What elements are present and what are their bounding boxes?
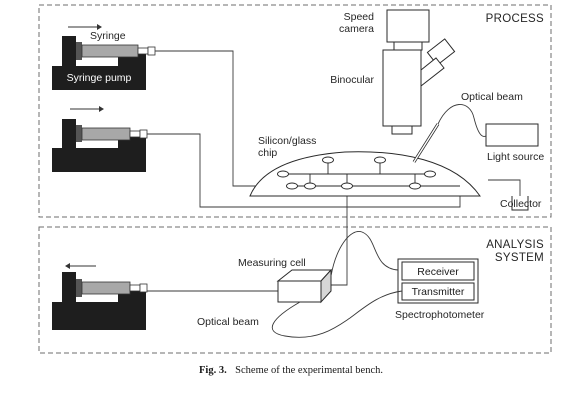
- camera-body: [387, 10, 429, 42]
- pump2-connector: [140, 130, 147, 138]
- chip-well: [287, 183, 298, 189]
- pump3-tip: [130, 285, 140, 291]
- spectrophotometer-label: Spectrophotometer: [395, 309, 485, 321]
- optical-fibre-top: [438, 104, 486, 136]
- syringe-pump-1: [52, 36, 155, 90]
- analysis-title-line2: SYSTEM: [494, 252, 544, 264]
- pump2-arrowhead: [99, 106, 104, 112]
- pump3-plunger: [76, 279, 82, 297]
- pump1-connector: [148, 47, 155, 55]
- measuring-cell: [278, 270, 331, 302]
- pump1-block: [62, 36, 76, 66]
- speed-camera: [387, 10, 429, 50]
- light-source-label: Light source: [487, 151, 545, 163]
- chip-well: [342, 183, 353, 189]
- binocular-objective: [392, 126, 412, 134]
- binocular-label: Binocular: [330, 74, 374, 86]
- speed-camera-label-line1: Speed: [343, 11, 374, 23]
- figure-caption: [199, 360, 383, 377]
- cell-front-face: [278, 281, 321, 302]
- chip-well: [410, 183, 421, 189]
- binocular-tube: [383, 50, 421, 126]
- syringe-pump-3: [52, 272, 147, 330]
- pump1-tip: [138, 48, 148, 54]
- syringe-label: Syringe: [90, 30, 126, 42]
- tube-pump1-to-chip: [155, 51, 283, 186]
- pump2-tip: [130, 131, 140, 137]
- chip-label-line1: Silicon/glass: [258, 135, 317, 147]
- pump3-arrowhead: [65, 263, 70, 269]
- pump3-base: [52, 302, 146, 330]
- chip-well: [305, 183, 316, 189]
- chip-well: [323, 157, 334, 163]
- optical-beam-top-label: Optical beam: [461, 91, 523, 103]
- collector-label: Collector: [500, 198, 542, 210]
- caption-text: Scheme of the experimental bench.: [235, 365, 383, 376]
- process-title: PROCESS: [485, 13, 544, 25]
- chip-well: [375, 157, 386, 163]
- pump2-barrel: [82, 128, 130, 140]
- speed-camera-label-line2: camera: [338, 23, 374, 35]
- fibre-cell-to-receiver: [331, 231, 398, 276]
- transmitter-label: Transmitter: [411, 286, 465, 298]
- measuring-cell-label: Measuring cell: [238, 257, 306, 269]
- syringe-pump-2: [52, 119, 147, 172]
- syringe-pump-label: Syringe pump: [66, 72, 132, 84]
- chip-label-line2: chip: [258, 147, 278, 159]
- pump2-base: [52, 148, 146, 172]
- optical-probe-inner: [414, 124, 438, 162]
- pump1-barrel: [82, 45, 138, 57]
- caption-prefix: Fig. 3.: [199, 365, 227, 376]
- pump2-block: [62, 119, 76, 148]
- binocular: [383, 39, 455, 134]
- pump3-block: [62, 272, 76, 302]
- tube-chip-to-collector: [488, 180, 520, 196]
- optical-beam-bottom-label: Optical beam: [197, 316, 259, 328]
- pump2-plunger: [76, 125, 82, 142]
- receiver-label: Receiver: [417, 266, 459, 278]
- light-source-box: [486, 124, 538, 146]
- pump3-barrel: [82, 282, 130, 294]
- camera-neck: [394, 42, 422, 50]
- chip-well: [278, 171, 289, 177]
- pump3-connector: [140, 284, 147, 292]
- pump1-plunger: [76, 42, 82, 60]
- analysis-title-line1: ANALYSIS: [486, 239, 544, 251]
- chip-well: [425, 171, 436, 177]
